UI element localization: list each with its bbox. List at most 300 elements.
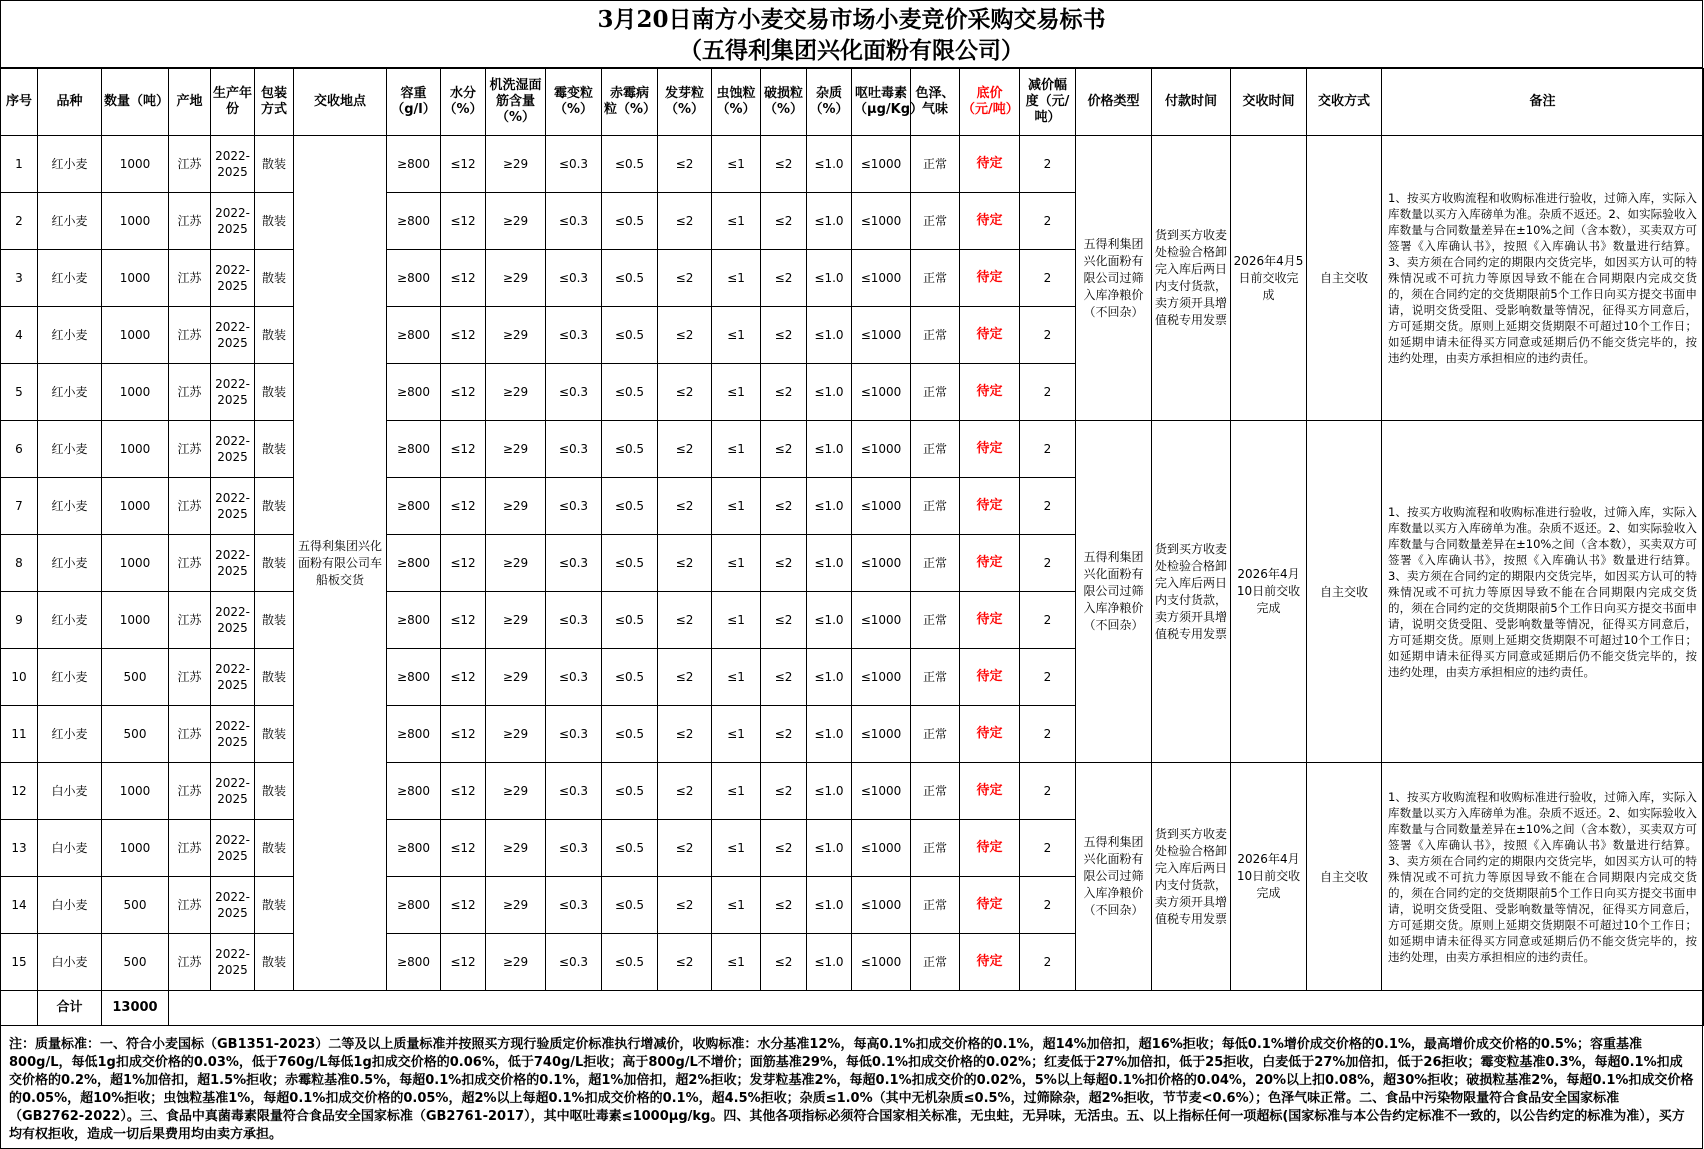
- cell-color: 正常: [911, 763, 960, 820]
- cell-scab: ≤0.5: [602, 478, 658, 535]
- total-rest: [169, 991, 1704, 1026]
- cell-color: 正常: [911, 649, 960, 706]
- cell-scab: ≤0.5: [602, 250, 658, 307]
- cell-density: ≥800: [387, 592, 441, 649]
- cell-no: 10: [1, 649, 38, 706]
- cell-impurity: ≤1.0: [807, 193, 852, 250]
- cell-price: 待定: [960, 136, 1020, 193]
- cell-impurity: ≤1.0: [807, 478, 852, 535]
- cell-broken: ≤2: [761, 307, 807, 364]
- cell-reduction: 2: [1020, 364, 1076, 421]
- cell-gluten: ≥29: [486, 934, 546, 991]
- delivery-mode: 自主交收: [1307, 136, 1382, 421]
- cell-don: ≤1000: [852, 535, 911, 592]
- cell-don: ≤1000: [852, 763, 911, 820]
- cell-variety: 红小麦: [38, 193, 102, 250]
- table-row: [1, 763, 1704, 820]
- cell-no: 15: [1, 934, 38, 991]
- total-row: [1, 991, 1704, 1026]
- cell-price: 待定: [960, 421, 1020, 478]
- payment-time: 货到买方收麦处检验合格卸完入库后两日内支付货款，卖方须开具增值税专用发票: [1152, 421, 1231, 763]
- cell-pack: 散装: [255, 877, 294, 934]
- cell-price: 待定: [960, 706, 1020, 763]
- cell-qty: 1000: [102, 478, 169, 535]
- cell-reduction: 2: [1020, 763, 1076, 820]
- cell-pack: 散装: [255, 136, 294, 193]
- cell-year: 2022-2025: [211, 535, 255, 592]
- cell-variety: 红小麦: [38, 307, 102, 364]
- cell-broken: ≤2: [761, 364, 807, 421]
- cell-moisture: ≤12: [441, 193, 486, 250]
- cell-variety: 红小麦: [38, 250, 102, 307]
- cell-density: ≥800: [387, 934, 441, 991]
- cell-variety: 白小麦: [38, 877, 102, 934]
- column-header: 杂质（%）: [807, 69, 852, 136]
- remark: 1、按买方收购流程和收购标准进行验收，过筛入库，实际入库数量以买方入库磅单为准。杂质不返还。2、如实际验收入库数量与合同数量差异在±10%之间（含本数），买卖双方可签署《入库确认书》，按照《入库确认书》数量进行结算。3、卖方须在合同约定的期限内交货完毕，如因买方认可的特殊情况或不可抗力等原因导致不能在合同期限内完成交货的，须在合同约定的交货期限前5个工作日向买方提交书面申请，说明交货受阻、受影响数量等情况，征得买方同意后，方可延期交货。原则上延期交货期限不可超过10个工作日；如延期申请未征得买方同意或延期后仍不能交货完毕的，按违约处理，由卖方承担相应的违约责任。: [1382, 136, 1704, 421]
- column-header: 交收时间: [1231, 69, 1307, 136]
- cell-insect: ≤1: [712, 934, 761, 991]
- quality-standard-note: 注：质量标准：一、符合小麦国标（GB1351-2023）二等及以上质量标准并按照买方现行验质定价标准执行增减价，收购标准：水分基准12%，每高0.1%扣成交价格的0.1%，超14%加倍扣，超16%拒收；每低0.1%增价成交价格的0.1%，最高增价成交价格的0.5%；容重基准800g/L，每低1g扣成交价格的0.03%，低于760g/L每低1g扣成交价格的0.06%，低于740g/L拒收；高于800g/L不增价；面筋基准29%，每低0.1%扣成交价格的0.02%；红麦低于27%加倍扣，低于25拒收，白麦低于27%加倍扣，低于26拒收；霉变粒基准0.3%，每超0.1%扣成交价格的0.2%，超1%加倍扣，超1.5%拒收；赤霉粒基准0.5%，每超0.1%扣成交价格的0.1%，超1%加倍扣，超2%拒收；发芽粒基准2%，每超0.1%扣成交价的0.02%，5%以上每超0.1%扣价格的0.04%，20%以上扣0.08%，超30%拒收；破损粒基准2%，每超0.1%扣成交价格的0.05%，超10%拒收；虫蚀粒基准1%，每超0.1%扣成交价格的0.05%，超2%以上每超0.1%扣成交价格的0.1%，超4.5%拒收；杂质≤1.0%（其中无机杂质≤0.5%，过筛除杂，超2%拒收，节节麦<0.6%）；色泽气味正常。二、食品中污染物限量符合食品安全国家标准（GB2762-2022）。三、食品中真菌毒素限量符合食品安全国家标准（GB2761-2017），其中呕吐毒素≤1000μg/kg。四、其他各项指标必须符合国家相关标准，无虫蛀，无异味，无活虫。五、以上指标任何一项超标(国家标准与本公告约定标准不一致的，以公告约定的标准为准），买方均有权拒收，造成一切后果费用均由卖方承担。: [9, 1037, 1694, 1142]
- cell-insect: ≤1: [712, 364, 761, 421]
- cell-don: ≤1000: [852, 250, 911, 307]
- cell-mold: ≤0.3: [546, 877, 602, 934]
- cell-reduction: 2: [1020, 193, 1076, 250]
- table-row: [1, 136, 1704, 193]
- cell-no: 6: [1, 421, 38, 478]
- cell-mold: ≤0.3: [546, 364, 602, 421]
- cell-don: ≤1000: [852, 649, 911, 706]
- cell-qty: 1000: [102, 364, 169, 421]
- cell-price: 待定: [960, 649, 1020, 706]
- cell-price: 待定: [960, 535, 1020, 592]
- cell-price: 待定: [960, 364, 1020, 421]
- delivery-time: 2026年4月10日前交收完成: [1231, 421, 1307, 763]
- cell-mold: ≤0.3: [546, 193, 602, 250]
- cell-year: 2022-2025: [211, 649, 255, 706]
- cell-gluten: ≥29: [486, 307, 546, 364]
- cell-origin: 江苏: [169, 763, 211, 820]
- cell-reduction: 2: [1020, 592, 1076, 649]
- cell-scab: ≤0.5: [602, 706, 658, 763]
- cell-year: 2022-2025: [211, 820, 255, 877]
- cell-reduction: 2: [1020, 934, 1076, 991]
- delivery-time: 2026年4月10日前交收完成: [1231, 763, 1307, 991]
- cell-qty: 1000: [102, 136, 169, 193]
- cell-impurity: ≤1.0: [807, 136, 852, 193]
- cell-gluten: ≥29: [486, 364, 546, 421]
- cell-scab: ≤0.5: [602, 820, 658, 877]
- cell-impurity: ≤1.0: [807, 307, 852, 364]
- cell-density: ≥800: [387, 820, 441, 877]
- cell-year: 2022-2025: [211, 763, 255, 820]
- cell-no: 5: [1, 364, 38, 421]
- price-type: 五得利集团兴化面粉有限公司过筛入库净粮价（不回杂）: [1076, 763, 1152, 991]
- cell-impurity: ≤1.0: [807, 934, 852, 991]
- remark: 1、按买方收购流程和收购标准进行验收，过筛入库，实际入库数量以买方入库磅单为准。杂质不返还。2、如实际验收入库数量与合同数量差异在±10%之间（含本数），买卖双方可签署《入库确认书》，按照《入库确认书》数量进行结算。3、卖方须在合同约定的期限内交货完毕，如因买方认可的特殊情况或不可抗力等原因导致不能在合同期限内完成交货的，须在合同约定的交货期限前5个工作日向买方提交书面申请，说明交货受阻、受影响数量等情况，征得买方同意后，方可延期交货。原则上延期交货期限不可超过10个工作日；如延期申请未征得买方同意或延期后仍不能交货完毕的，按违约处理，由卖方承担相应的违约责任。: [1382, 421, 1704, 763]
- cell-no: 7: [1, 478, 38, 535]
- cell-reduction: 2: [1020, 706, 1076, 763]
- remark: 1、按买方收购流程和收购标准进行验收，过筛入库，实际入库数量以买方入库磅单为准。杂质不返还。2、如实际验收入库数量与合同数量差异在±10%之间（含本数），买卖双方可签署《入库确认书》，按照《入库确认书》数量进行结算。3、卖方须在合同约定的期限内交货完毕，如因买方认可的特殊情况或不可抗力等原因导致不能在合同期限内完成交货的，须在合同约定的交货期限前5个工作日向买方提交书面申请，说明交货受阻、受影响数量等情况，征得买方同意后，方可延期交货。原则上延期交货期限不可超过10个工作日；如延期申请未征得买方同意或延期后仍不能交货完毕的，按违约处理，由卖方承担相应的违约责任。: [1382, 763, 1704, 991]
- column-header: 序号: [1, 69, 38, 136]
- cell-qty: 1000: [102, 763, 169, 820]
- cell-no: 9: [1, 592, 38, 649]
- cell-pack: 散装: [255, 820, 294, 877]
- cell-origin: 江苏: [169, 478, 211, 535]
- cell-variety: 白小麦: [38, 763, 102, 820]
- cell-insect: ≤1: [712, 421, 761, 478]
- cell-variety: 红小麦: [38, 478, 102, 535]
- cell-insect: ≤1: [712, 307, 761, 364]
- cell-gluten: ≥29: [486, 136, 546, 193]
- delivery-location: 五得利集团兴化面粉有限公司车船板交货: [294, 136, 387, 991]
- cell-broken: ≤2: [761, 877, 807, 934]
- cell-origin: 江苏: [169, 649, 211, 706]
- cell-impurity: ≤1.0: [807, 649, 852, 706]
- title-line-1: 3月20日南方小麦交易市场小麦竞价采购交易标书: [597, 6, 1106, 33]
- cell-insect: ≤1: [712, 592, 761, 649]
- cell-pack: 散装: [255, 535, 294, 592]
- column-header: 生产年份: [211, 69, 255, 136]
- cell-color: 正常: [911, 364, 960, 421]
- cell-year: 2022-2025: [211, 706, 255, 763]
- total-label: 合计: [38, 991, 102, 1026]
- cell-origin: 江苏: [169, 250, 211, 307]
- cell-broken: ≤2: [761, 421, 807, 478]
- cell-scab: ≤0.5: [602, 649, 658, 706]
- delivery-time: 2026年4月5日前交收完成: [1231, 136, 1307, 421]
- cell-insect: ≤1: [712, 250, 761, 307]
- cell-origin: 江苏: [169, 877, 211, 934]
- cell-density: ≥800: [387, 706, 441, 763]
- cell-density: ≥800: [387, 535, 441, 592]
- cell-mold: ≤0.3: [546, 706, 602, 763]
- cell-reduction: 2: [1020, 478, 1076, 535]
- cell-insect: ≤1: [712, 877, 761, 934]
- cell-mold: ≤0.3: [546, 478, 602, 535]
- cell-don: ≤1000: [852, 934, 911, 991]
- cell-scab: ≤0.5: [602, 592, 658, 649]
- cell-pack: 散装: [255, 934, 294, 991]
- cell-density: ≥800: [387, 250, 441, 307]
- column-header: 水分（%）: [441, 69, 486, 136]
- cell-sprout: ≤2: [658, 364, 712, 421]
- cell-gluten: ≥29: [486, 193, 546, 250]
- cell-variety: 红小麦: [38, 535, 102, 592]
- cell-don: ≤1000: [852, 706, 911, 763]
- table-row: [1, 421, 1704, 478]
- cell-insect: ≤1: [712, 649, 761, 706]
- cell-don: ≤1000: [852, 877, 911, 934]
- cell-pack: 散装: [255, 307, 294, 364]
- cell-origin: 江苏: [169, 820, 211, 877]
- cell-year: 2022-2025: [211, 250, 255, 307]
- column-header: 品种: [38, 69, 102, 136]
- cell-sprout: ≤2: [658, 478, 712, 535]
- cell-year: 2022-2025: [211, 307, 255, 364]
- cell-density: ≥800: [387, 478, 441, 535]
- cell-don: ≤1000: [852, 592, 911, 649]
- cell-insect: ≤1: [712, 763, 761, 820]
- cell-mold: ≤0.3: [546, 649, 602, 706]
- cell-scab: ≤0.5: [602, 877, 658, 934]
- cell-variety: 红小麦: [38, 136, 102, 193]
- cell-year: 2022-2025: [211, 136, 255, 193]
- cell-moisture: ≤12: [441, 763, 486, 820]
- cell-don: ≤1000: [852, 421, 911, 478]
- column-header: 产地: [169, 69, 211, 136]
- price-type: 五得利集团兴化面粉有限公司过筛入库净粮价（不回杂）: [1076, 421, 1152, 763]
- cell-moisture: ≤12: [441, 250, 486, 307]
- cell-mold: ≤0.3: [546, 820, 602, 877]
- payment-time: 货到买方收麦处检验合格卸完入库后两日内支付货款，卖方须开具增值税专用发票: [1152, 136, 1231, 421]
- cell-qty: 1000: [102, 820, 169, 877]
- column-header: 数量（吨）: [102, 69, 169, 136]
- cell-sprout: ≤2: [658, 877, 712, 934]
- cell-scab: ≤0.5: [602, 364, 658, 421]
- cell-impurity: ≤1.0: [807, 421, 852, 478]
- cell-variety: 红小麦: [38, 421, 102, 478]
- cell-year: 2022-2025: [211, 877, 255, 934]
- cell-variety: 红小麦: [38, 592, 102, 649]
- cell-sprout: ≤2: [658, 934, 712, 991]
- cell-sprout: ≤2: [658, 250, 712, 307]
- cell-origin: 江苏: [169, 193, 211, 250]
- cell-density: ≥800: [387, 193, 441, 250]
- cell-broken: ≤2: [761, 649, 807, 706]
- cell-pack: 散装: [255, 763, 294, 820]
- cell-moisture: ≤12: [441, 934, 486, 991]
- cell-variety: 白小麦: [38, 820, 102, 877]
- cell-sprout: ≤2: [658, 592, 712, 649]
- cell-price: 待定: [960, 478, 1020, 535]
- cell-qty: 500: [102, 706, 169, 763]
- cell-gluten: ≥29: [486, 649, 546, 706]
- cell-year: 2022-2025: [211, 478, 255, 535]
- column-header: 底价（元/吨）: [960, 69, 1020, 136]
- cell-moisture: ≤12: [441, 706, 486, 763]
- column-header: 交收方式: [1307, 69, 1382, 136]
- cell-color: 正常: [911, 307, 960, 364]
- cell-insect: ≤1: [712, 136, 761, 193]
- column-header: 容重（g/l）: [387, 69, 441, 136]
- cell-density: ≥800: [387, 307, 441, 364]
- column-header: 价格类型: [1076, 69, 1152, 136]
- cell-qty: 1000: [102, 250, 169, 307]
- cell-scab: ≤0.5: [602, 763, 658, 820]
- cell-scab: ≤0.5: [602, 535, 658, 592]
- cell-don: ≤1000: [852, 820, 911, 877]
- cell-mold: ≤0.3: [546, 934, 602, 991]
- cell-moisture: ≤12: [441, 307, 486, 364]
- cell-sprout: ≤2: [658, 649, 712, 706]
- cell-moisture: ≤12: [441, 649, 486, 706]
- column-header: 霉变粒（%）: [546, 69, 602, 136]
- cell-price: 待定: [960, 592, 1020, 649]
- cell-scab: ≤0.5: [602, 934, 658, 991]
- cell-insect: ≤1: [712, 193, 761, 250]
- cell-pack: 散装: [255, 478, 294, 535]
- column-header: 呕吐毒素（μg/Kg）: [852, 69, 911, 136]
- cell-don: ≤1000: [852, 307, 911, 364]
- cell-pack: 散装: [255, 592, 294, 649]
- cell-no: 1: [1, 136, 38, 193]
- cell-moisture: ≤12: [441, 478, 486, 535]
- cell-don: ≤1000: [852, 364, 911, 421]
- cell-year: 2022-2025: [211, 934, 255, 991]
- cell-broken: ≤2: [761, 763, 807, 820]
- cell-no: 11: [1, 706, 38, 763]
- cell-price: 待定: [960, 820, 1020, 877]
- tender-table: [0, 68, 1704, 1026]
- cell-broken: ≤2: [761, 535, 807, 592]
- cell-insect: ≤1: [712, 820, 761, 877]
- cell-mold: ≤0.3: [546, 307, 602, 364]
- cell-impurity: ≤1.0: [807, 877, 852, 934]
- cell-year: 2022-2025: [211, 193, 255, 250]
- cell-color: 正常: [911, 934, 960, 991]
- cell-gluten: ≥29: [486, 535, 546, 592]
- cell-don: ≤1000: [852, 136, 911, 193]
- cell-color: 正常: [911, 478, 960, 535]
- column-header: 虫蚀粒（%）: [712, 69, 761, 136]
- cell-insect: ≤1: [712, 478, 761, 535]
- cell-qty: 1000: [102, 307, 169, 364]
- cell-no: 13: [1, 820, 38, 877]
- cell-reduction: 2: [1020, 421, 1076, 478]
- cell-impurity: ≤1.0: [807, 706, 852, 763]
- document-title: [1, 1, 1702, 68]
- cell-scab: ≤0.5: [602, 307, 658, 364]
- cell-color: 正常: [911, 820, 960, 877]
- cell-variety: 红小麦: [38, 364, 102, 421]
- cell-density: ≥800: [387, 421, 441, 478]
- cell-price: 待定: [960, 307, 1020, 364]
- cell-density: ≥800: [387, 763, 441, 820]
- cell-mold: ≤0.3: [546, 136, 602, 193]
- cell-variety: 红小麦: [38, 706, 102, 763]
- cell-reduction: 2: [1020, 136, 1076, 193]
- cell-reduction: 2: [1020, 820, 1076, 877]
- delivery-mode: 自主交收: [1307, 763, 1382, 991]
- cell-no: 8: [1, 535, 38, 592]
- column-header: 发芽粒（%）: [658, 69, 712, 136]
- cell-moisture: ≤12: [441, 535, 486, 592]
- cell-price: 待定: [960, 763, 1020, 820]
- cell-color: 正常: [911, 136, 960, 193]
- cell-gluten: ≥29: [486, 478, 546, 535]
- cell-impurity: ≤1.0: [807, 364, 852, 421]
- cell-insect: ≤1: [712, 706, 761, 763]
- total-quantity: 13000: [102, 991, 169, 1026]
- cell-price: 待定: [960, 934, 1020, 991]
- cell-price: 待定: [960, 877, 1020, 934]
- cell-impurity: ≤1.0: [807, 592, 852, 649]
- cell-gluten: ≥29: [486, 877, 546, 934]
- cell-moisture: ≤12: [441, 820, 486, 877]
- cell-broken: ≤2: [761, 478, 807, 535]
- cell-pack: 散装: [255, 706, 294, 763]
- cell-density: ≥800: [387, 877, 441, 934]
- cell-sprout: ≤2: [658, 535, 712, 592]
- cell-origin: 江苏: [169, 706, 211, 763]
- cell-impurity: ≤1.0: [807, 535, 852, 592]
- cell-mold: ≤0.3: [546, 592, 602, 649]
- cell-pack: 散装: [255, 649, 294, 706]
- cell-pack: 散装: [255, 421, 294, 478]
- cell-density: ≥800: [387, 364, 441, 421]
- delivery-mode: 自主交收: [1307, 421, 1382, 763]
- cell-moisture: ≤12: [441, 877, 486, 934]
- cell-reduction: 2: [1020, 307, 1076, 364]
- cell-color: 正常: [911, 250, 960, 307]
- cell-no: 2: [1, 193, 38, 250]
- cell-origin: 江苏: [169, 364, 211, 421]
- cell-variety: 红小麦: [38, 649, 102, 706]
- cell-year: 2022-2025: [211, 592, 255, 649]
- column-header: 减价幅度（元/吨）: [1020, 69, 1076, 136]
- cell-qty: 1000: [102, 535, 169, 592]
- cell-sprout: ≤2: [658, 763, 712, 820]
- cell-year: 2022-2025: [211, 364, 255, 421]
- cell-sprout: ≤2: [658, 307, 712, 364]
- cell-pack: 散装: [255, 250, 294, 307]
- payment-time: 货到买方收麦处检验合格卸完入库后两日内支付货款，卖方须开具增值税专用发票: [1152, 763, 1231, 991]
- cell-color: 正常: [911, 706, 960, 763]
- cell-sprout: ≤2: [658, 706, 712, 763]
- cell-mold: ≤0.3: [546, 535, 602, 592]
- cell-moisture: ≤12: [441, 592, 486, 649]
- cell-don: ≤1000: [852, 478, 911, 535]
- cell-qty: 1000: [102, 592, 169, 649]
- cell-density: ≥800: [387, 649, 441, 706]
- cell-origin: 江苏: [169, 307, 211, 364]
- cell-price: 待定: [960, 250, 1020, 307]
- cell-no: 3: [1, 250, 38, 307]
- price-type: 五得利集团兴化面粉有限公司过筛入库净粮价（不回杂）: [1076, 136, 1152, 421]
- cell-qty: 1000: [102, 193, 169, 250]
- cell-broken: ≤2: [761, 592, 807, 649]
- cell-reduction: 2: [1020, 250, 1076, 307]
- cell-pack: 散装: [255, 193, 294, 250]
- cell-don: ≤1000: [852, 193, 911, 250]
- cell-no: 4: [1, 307, 38, 364]
- title-line-2: （五得利集团兴化面粉有限公司）: [679, 37, 1024, 64]
- cell-gluten: ≥29: [486, 250, 546, 307]
- column-header: 包装方式: [255, 69, 294, 136]
- cell-insect: ≤1: [712, 535, 761, 592]
- cell-pack: 散装: [255, 364, 294, 421]
- cell-scab: ≤0.5: [602, 136, 658, 193]
- cell-mold: ≤0.3: [546, 421, 602, 478]
- cell-color: 正常: [911, 193, 960, 250]
- cell-color: 正常: [911, 592, 960, 649]
- cell-no: 14: [1, 877, 38, 934]
- cell-sprout: ≤2: [658, 136, 712, 193]
- cell-qty: 500: [102, 649, 169, 706]
- cell-moisture: ≤12: [441, 421, 486, 478]
- cell-variety: 白小麦: [38, 934, 102, 991]
- cell-scab: ≤0.5: [602, 421, 658, 478]
- cell-gluten: ≥29: [486, 592, 546, 649]
- cell-sprout: ≤2: [658, 820, 712, 877]
- cell-origin: 江苏: [169, 136, 211, 193]
- cell-mold: ≤0.3: [546, 250, 602, 307]
- column-header: 色泽、气味: [911, 69, 960, 136]
- cell-impurity: ≤1.0: [807, 820, 852, 877]
- cell-origin: 江苏: [169, 592, 211, 649]
- cell-broken: ≤2: [761, 934, 807, 991]
- cell-year: 2022-2025: [211, 421, 255, 478]
